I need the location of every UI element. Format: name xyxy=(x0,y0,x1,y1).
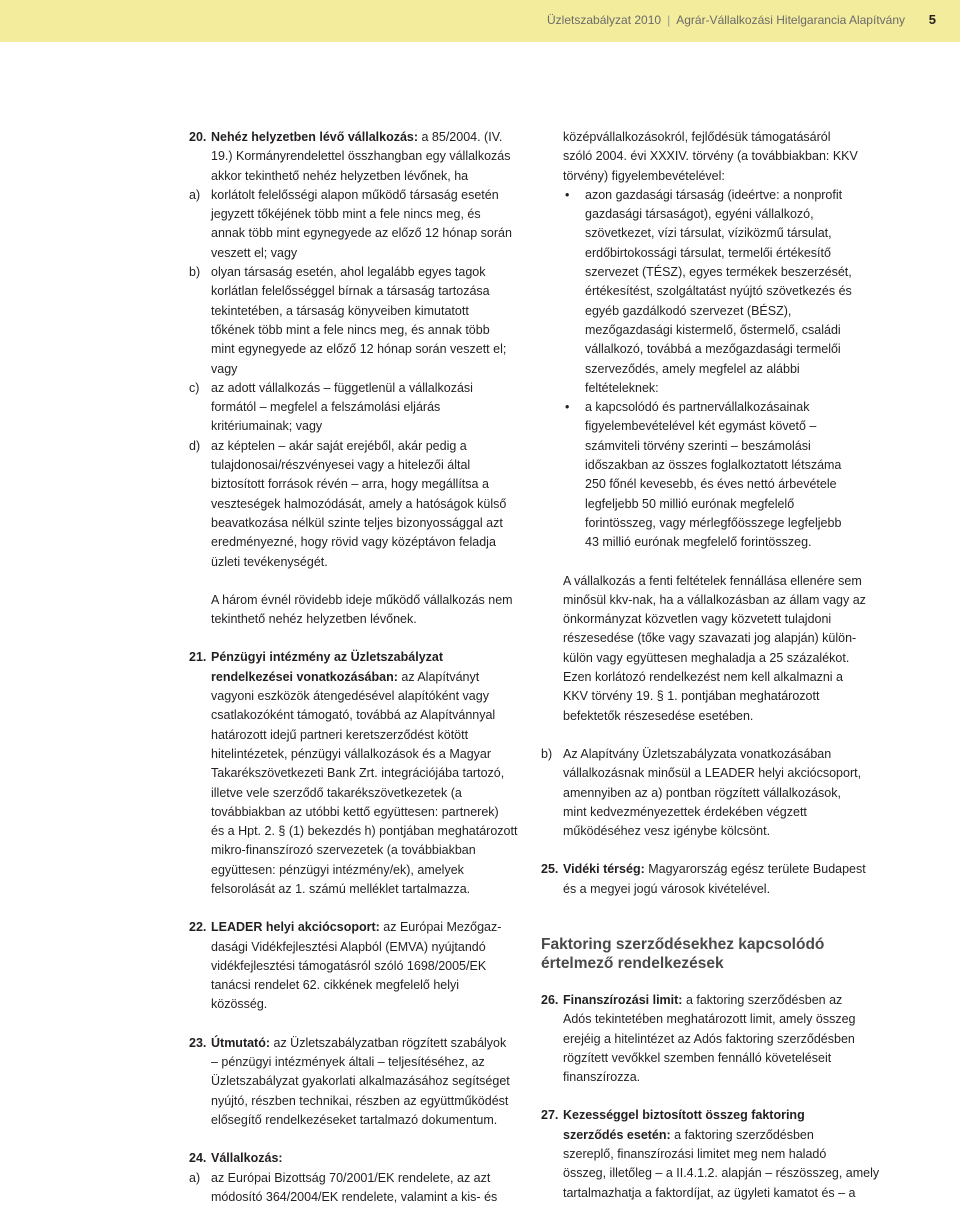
definition-text: a faktoring szerződésben xyxy=(670,1127,814,1142)
definition-line xyxy=(211,668,519,687)
definition-line: nyújtó, részben technikai, részben az együttműködést xyxy=(211,1093,509,1108)
definition-24 xyxy=(189,1149,519,1207)
bullet-line: figyelembevételével két egymást követő – xyxy=(585,419,817,434)
definition-line: együttesen: pénzügyi intézmény/ek), amelyek xyxy=(211,862,464,877)
bullet-line: feltételeknek: xyxy=(585,380,659,395)
list-line: az Európai Bizottság 70/2001/EK rendelete, az azt xyxy=(211,1170,491,1185)
definition-line xyxy=(211,128,519,147)
list-item-b xyxy=(541,745,871,841)
definition-number: 26. xyxy=(541,992,559,1007)
bullet-line: értékesítést, szolgáltatást nyújtó szövetkezés és xyxy=(585,284,852,299)
definition-line: rögzített vevőkkel szemben fennálló követeléseit xyxy=(563,1050,832,1065)
paragraph-line: részesedése (tőke vagy szavazati jog alapján) külön- xyxy=(563,631,857,646)
definition-line: tanácsi rendelet 62. cikkének megfelelő helyi xyxy=(211,978,460,993)
left-column xyxy=(189,128,519,1207)
definition-22 xyxy=(189,918,519,1014)
bullet-icon: • xyxy=(565,400,570,415)
list-line: amennyiben az a) pontban rögzített vállalkozások, xyxy=(563,785,841,800)
list-line: üzleti tevékenységét. xyxy=(211,554,328,569)
list-line: mint egynegyede az előző 12 hónap során veszett el; xyxy=(211,342,507,357)
definition-number: 21. xyxy=(189,650,207,665)
definition-line: határozott idejű partneri keretszerződést kötött xyxy=(211,727,469,742)
definition-line: mikro-finanszírozó szervezetek (a továbbiakban xyxy=(211,843,476,858)
list-label: d) xyxy=(189,438,201,453)
definition-line xyxy=(211,1149,519,1168)
definition-line: 19.) Kormányrendelettel összhangban egy vállalkozás xyxy=(211,149,511,164)
definition-number: 20. xyxy=(189,130,207,144)
list-label: b) xyxy=(189,265,201,280)
list-line: annak több mint egynegyede az előző 12 hónap során xyxy=(211,226,512,241)
list-line: biztosított források révén – arra, hogy megállítsa a xyxy=(211,477,489,492)
definition-line: felsorolását az 1. számú melléklet tartalmazza. xyxy=(211,881,471,896)
definition-line: akkor tekinthető nehéz helyzetben lévőnek, ha xyxy=(211,168,469,183)
definition-line: közösség. xyxy=(211,997,268,1012)
list-line: mint kedvezményezettek érdekében végzett xyxy=(563,804,807,819)
list-line: formától – megfelel a felszámolási eljárás xyxy=(211,400,441,415)
list-line: beavatkozása nélkül szinte teljes bizonyossággal azt xyxy=(211,515,503,530)
list-line: Az Alapítvány Üzletszabályzata vonatkozásában xyxy=(563,746,832,761)
list-line: jegyzett tőkéjének több mint a fele nincs meg, és xyxy=(211,207,481,222)
definition-24-continued xyxy=(541,128,871,841)
page-number: 5 xyxy=(928,12,936,27)
bullet-line: a kapcsolódó és partnervállalkozásainak xyxy=(585,400,810,415)
definition-number: 25. xyxy=(541,862,559,877)
definition-23 xyxy=(189,1034,519,1130)
list-line: az adott vállalkozás – függetlenül a vállalkozási xyxy=(211,380,473,395)
definition-line: hitelintézetek, pénzügyi vállalkozások és a Magyar xyxy=(211,746,492,761)
definition-line xyxy=(563,860,871,879)
definition-line xyxy=(563,1126,871,1145)
definition-line: vidékfejlesztési támogatásról szóló 1698/2005/EK xyxy=(211,958,487,973)
list-line: korlátlan felelősséggel bírnak a társaság tartozása xyxy=(211,284,490,299)
list-label: a) xyxy=(189,1170,201,1185)
list-line: veszteségek halmozódását, amely a hatóságok külső xyxy=(211,496,507,511)
definition-term: LEADER helyi akciócsoport: xyxy=(211,920,380,935)
paragraph-line: Ezen korlátozó rendelkezést nem kell alkalmazni a xyxy=(563,670,843,685)
list-line: működéséhez vesz igénybe kölcsönt. xyxy=(563,824,771,839)
definition-term: szerződés esetén: xyxy=(563,1127,671,1142)
list-item-d xyxy=(189,437,519,572)
definition-line: elősegítő rendelkezéseket tartalmazó dokumentum. xyxy=(211,1112,498,1127)
definition-term: Útmutató: xyxy=(211,1035,271,1050)
list-item-b xyxy=(189,263,519,379)
bullet-line: 250 főnél kevesebb, és éves nettó árbevétele xyxy=(585,477,837,492)
list-item-a xyxy=(189,1169,519,1207)
paragraph-line: befektetők részesedése esetében. xyxy=(563,708,754,723)
bullet-line: egyéb gazdálkodó szervezet (BÉSZ), xyxy=(585,303,792,318)
bullet-line: számviteli törvény szerinti – beszámolási xyxy=(585,438,811,453)
definition-26 xyxy=(541,991,871,1087)
heading-line: értelmező rendelkezések xyxy=(541,954,724,972)
definition-term: Finanszírozási limit: xyxy=(563,992,683,1007)
organization-name: Agrár-Vállalkozási Hitelgarancia Alapítvány xyxy=(676,13,905,27)
bullet-line: időszakban az összes foglalkoztatott létszáma xyxy=(585,458,842,473)
list-line: veszett el; vagy xyxy=(211,245,298,260)
list-label: b) xyxy=(541,746,553,761)
definition-line xyxy=(563,1106,871,1125)
definition-text: Magyarország egész területe Budapest xyxy=(644,862,866,877)
bullet-item xyxy=(563,186,871,398)
definition-line xyxy=(211,648,519,667)
definition-20 xyxy=(189,128,519,629)
heading-line: Faktoring szerződésekhez kapcsolódó xyxy=(541,935,825,953)
definition-27 xyxy=(541,1106,880,1202)
definition-line: – pénzügyi intézmények általi – teljesítéséhez, az xyxy=(211,1055,485,1070)
list-line: vállalkozásnak minősül a LEADER helyi akciócsoport, xyxy=(563,766,862,781)
definition-line: vagyoni eszközök átengedésével alapítóként vagy xyxy=(211,689,489,704)
definition-line xyxy=(211,1034,519,1053)
note-line: tekinthető nehéz helyzetben lévőnek. xyxy=(211,612,417,627)
list-line: tulajdonosai/részvényesei vagy a hitelezői által xyxy=(211,458,471,473)
bullet-line: erdőbirtokossági társulat, termelői értékesítő xyxy=(585,245,831,260)
definition-line: szóló 2004. évi XXXIV. törvény (a továbbiakban: KKV xyxy=(563,149,858,164)
definition-line: tartalmazhatja a faktordíjat, az ügyleti kamatot és – a xyxy=(563,1185,856,1200)
definition-text: az Európai Mezőgaz- xyxy=(379,920,502,935)
definition-line: törvény) figyelembevételével: xyxy=(563,168,725,183)
definition-term: rendelkezései vonatkozásában: xyxy=(211,669,398,684)
list-label: c) xyxy=(189,380,200,395)
list-line: korlátolt felelősségi alapon működő társaság esetén xyxy=(211,187,499,202)
paragraph-line: A vállalkozás a fenti feltételek fennállása ellenére sem xyxy=(563,573,862,588)
definition-line: Adós tekintetében meghatározott limit, amely összeg xyxy=(563,1012,856,1027)
definition-line: dasági Vidékfejlesztési Alapból (EMVA) nyújtandó xyxy=(211,939,486,954)
bullet-line: szövetkezet, vízi társulat, víziközmű társulat, xyxy=(585,226,832,241)
definition-text: a 85/2004. (IV. xyxy=(418,130,503,144)
section-heading xyxy=(541,935,871,973)
list-line: tőkének több mint a fele nincs meg, és annak több xyxy=(211,322,490,337)
definition-number: 27. xyxy=(541,1108,559,1123)
paragraph-line: önkormányzat közvetlen vagy közvetett tulajdoni xyxy=(563,612,832,627)
definition-line: erejéig a hitelintézet az Adós faktoring szerződésben xyxy=(563,1031,855,1046)
definition-line: Üzletszabályzat gyakorlati alkalmazásához segítséget xyxy=(211,1074,510,1089)
bullet-icon: • xyxy=(565,187,570,202)
bullet-line: gazdasági társaságot), egyéni vállalkozó, xyxy=(585,207,814,222)
definition-line: Takarékszövetkezeti Bank Zrt. integrációjába tartozó, xyxy=(211,766,505,781)
definition-number: 23. xyxy=(189,1035,207,1050)
list-line: eredményezné, hogy rövid vagy középtávon feladja xyxy=(211,535,496,550)
definition-line: finanszírozza. xyxy=(563,1070,641,1085)
list-item-c xyxy=(189,379,519,437)
definition-line xyxy=(211,918,519,937)
paragraph-line: KKV törvény 19. § 1. pontjában meghatározott xyxy=(563,689,820,704)
list-line: kritériumainak; vagy xyxy=(211,419,323,434)
list-label: a) xyxy=(189,187,201,202)
definition-text: a faktoring szerződésben az xyxy=(682,992,843,1007)
definition-line xyxy=(563,991,871,1010)
definition-line: továbbiakban az utóbbi kettő együttesen: partnerek) xyxy=(211,804,499,819)
list-line: az képtelen – akár saját erejéből, akár pedig a xyxy=(211,438,467,453)
bullet-line: mezőgazdasági kistermelő, őstermelő, családi xyxy=(585,322,841,337)
note-line: A három évnél rövidebb ideje működő vállalkozás nem xyxy=(211,592,513,607)
definition-line: és a megyei jogú városok kivételével. xyxy=(563,881,771,896)
definition-line: csatlakozóként támogató, továbbá az Alapítvánnyal xyxy=(211,708,496,723)
bullet-line: forintösszeg, vagy mérlegfőösszege legfeljebb xyxy=(585,515,842,530)
definition-number: 24. xyxy=(189,1151,207,1166)
definition-line: és a Hpt. 2. § (1) bekezdés h) pontjában meghatározott xyxy=(211,824,518,839)
definition-number: 22. xyxy=(189,920,207,935)
definition-line: összeg, illetőleg – a II.4.1.2. alapján – részösszeg, amely xyxy=(563,1166,880,1181)
paragraph-line: külön vagy együttesen meghaladja a 25 százalékot. xyxy=(563,650,850,665)
definition-25 xyxy=(541,860,871,899)
definition-term: Vállalkozás: xyxy=(211,1151,283,1166)
list-line: módosító 364/2004/EK rendelete, valamint a kis- és xyxy=(211,1189,498,1204)
bullet-line: vállalkozó, továbbá a mezőgazdasági termelői xyxy=(585,342,841,357)
right-column xyxy=(541,128,880,1203)
list-line: vagy xyxy=(211,361,238,376)
bullet-line: 43 millió eurónak megfelelő forintösszeg. xyxy=(585,535,812,550)
bullet-line: szervezet (TÉSZ), egyes termékek beszerzését, xyxy=(585,265,852,280)
page-header xyxy=(0,0,960,42)
bullet-item xyxy=(563,398,871,552)
list-line: tekintetében, a társaság könyveiben kimutatott xyxy=(211,303,469,318)
publication-title: Üzletszabályzat 2010 xyxy=(547,13,662,27)
paragraph-line: minősül kkv-nak, ha a vállalkozásban az állam vagy az xyxy=(563,592,866,607)
definition-line: szereplő, finanszírozási limitet meg nem haladó xyxy=(563,1147,827,1162)
header-separator: | xyxy=(667,13,671,27)
definition-term: Pénzügyi intézmény az Üzletszabályzat xyxy=(211,650,444,665)
definition-text: az Üzletszabályzatban rögzített szabályok xyxy=(270,1035,507,1050)
list-line: olyan társaság esetén, ahol legalább egyes tagok xyxy=(211,265,486,280)
definition-term: Vidéki térség: xyxy=(563,862,645,877)
definition-term: Nehéz helyzetben lévő vállalkozás: xyxy=(211,130,419,144)
definition-text: az Alapítványt xyxy=(397,669,480,684)
definition-line: illetve vele szerződő takarékszövetkezetek (a xyxy=(211,785,462,800)
list-item-a xyxy=(189,186,519,263)
definition-line: középvállalkozásokról, fejlődésük támogatásáról xyxy=(563,130,831,144)
bullet-line: legfeljebb 50 millió eurónak megfelelő xyxy=(585,496,795,511)
definition-21 xyxy=(189,648,519,899)
header-title xyxy=(547,13,905,27)
definition-term: Kezességgel biztosított összeg faktoring xyxy=(563,1108,805,1123)
bullet-line: azon gazdasági társaság (ideértve: a nonprofit xyxy=(585,187,843,202)
bullet-line: szerveződés, amely megfelel az alábbi xyxy=(585,361,800,376)
